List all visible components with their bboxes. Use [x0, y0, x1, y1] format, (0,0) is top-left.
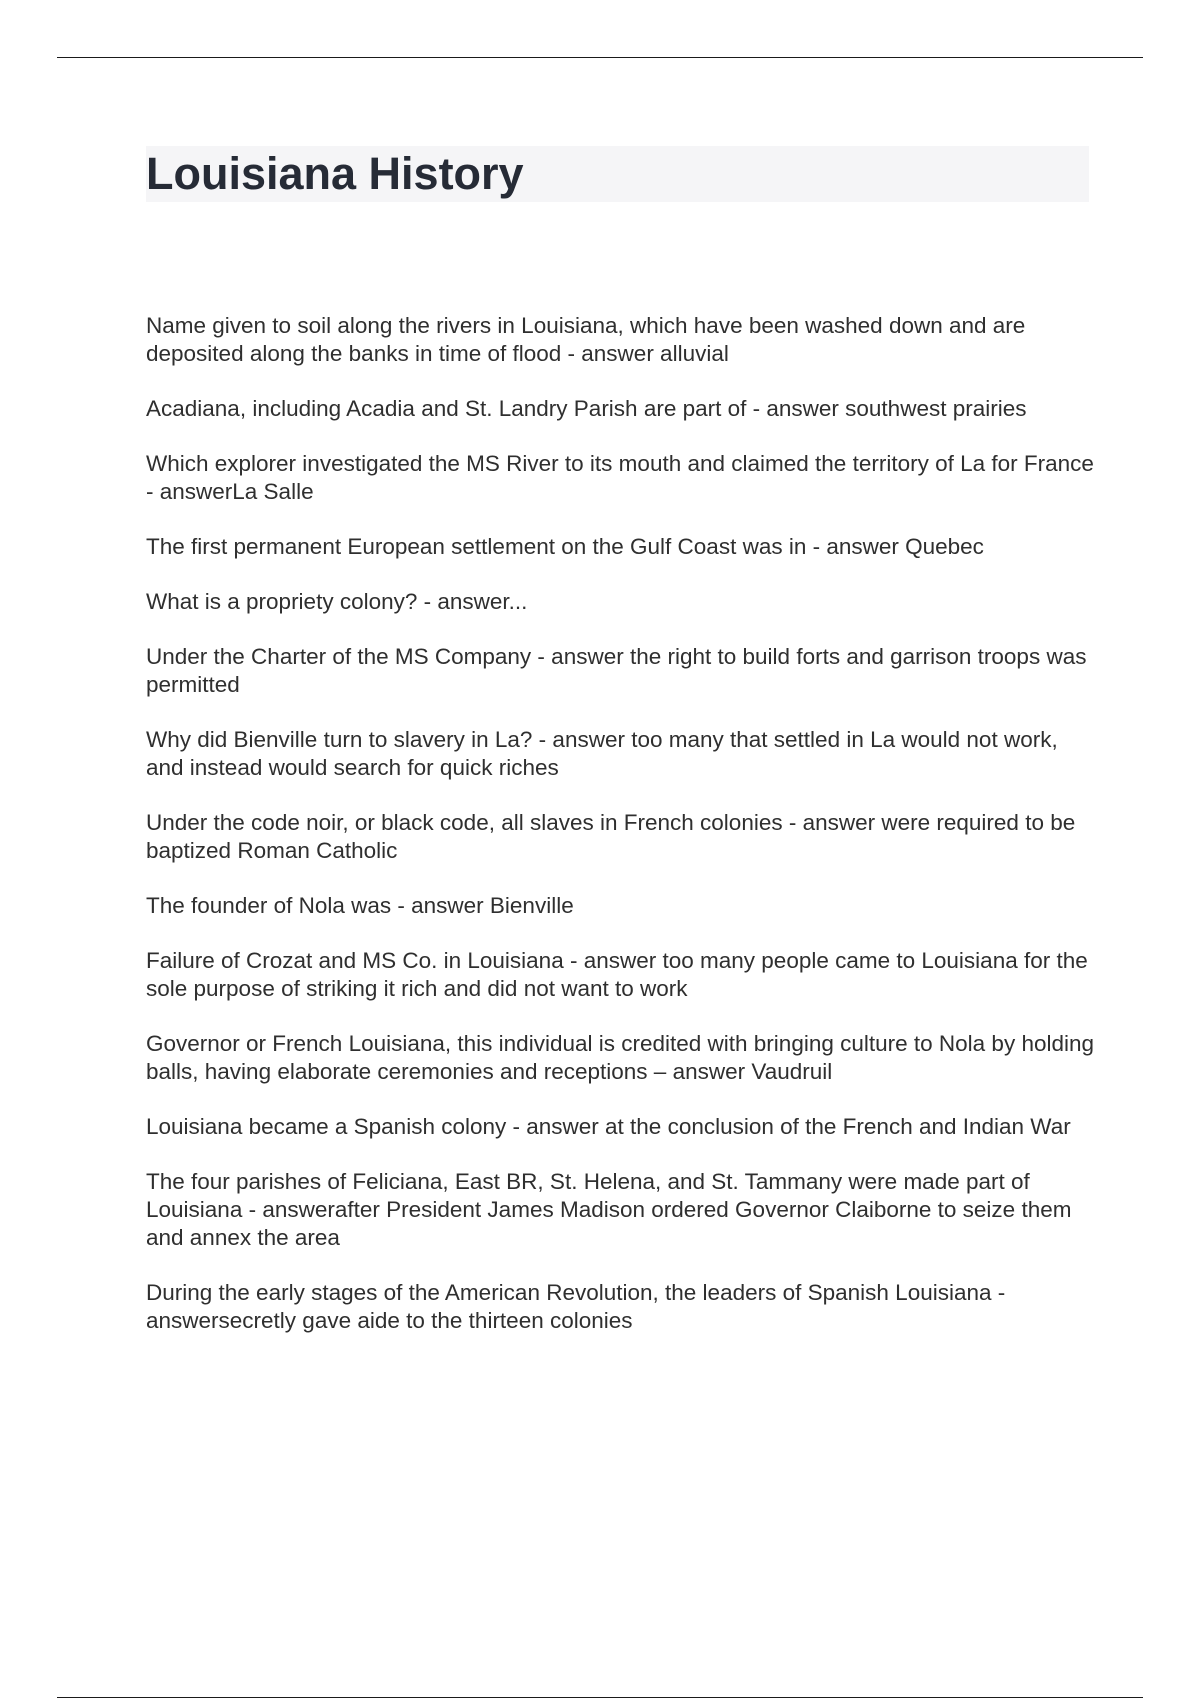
- qa-item: The first permanent European settlement on the Gulf Coast was in - answer Quebec: [146, 534, 984, 559]
- qa-item: The founder of Nola was - answer Bienville: [146, 893, 574, 918]
- qa-item: Louisiana became a Spanish colony - answer at the conclusion of the French and Indian War: [146, 1114, 1071, 1139]
- qa-item: What is a propriety colony? - answer...: [146, 589, 528, 614]
- qa-item: Acadiana, including Acadia and St. Landry Parish are part of - answer southwest prairies: [146, 396, 1027, 421]
- qa-item: Name given to soil along the rivers in Louisiana, which have been washed down and are deposited along the banks in time of flood - answer alluvial: [146, 313, 1026, 366]
- qa-item: Why did Bienville turn to slavery in La? - answer too many that settled in La would not work, and instead would search for quick riches: [146, 727, 1058, 780]
- qa-list: [146, 312, 1096, 1362]
- qa-item: The four parishes of Feliciana, East BR, St. Helena, and St. Tammany were made part of Louisiana - answerafter President James Madison ordered Governor Claiborne to seize them and annex the area: [146, 1169, 1072, 1250]
- qa-item: Failure of Crozat and MS Co. in Louisiana - answer too many people came to Louisiana for the sole purpose of striking it rich and did not want to work: [146, 948, 1088, 1001]
- qa-item: Under the code noir, or black code, all slaves in French colonies - answer were required to be baptized Roman Catholic: [146, 810, 1076, 863]
- top-divider: [57, 57, 1143, 58]
- qa-item: Under the Charter of the MS Company - answer the right to build forts and garrison troops was permitted: [146, 644, 1087, 697]
- bottom-divider: [57, 1697, 1143, 1698]
- qa-item: During the early stages of the American Revolution, the leaders of Spanish Louisiana - answersecretly gave aide to the thirteen colonies: [146, 1280, 1006, 1333]
- qa-item: Governor or French Louisiana, this individual is credited with bringing culture to Nola by holding balls, having elaborate ceremonies and receptions – answer Vaudruil: [146, 1031, 1095, 1084]
- page-title: Louisiana History: [146, 148, 524, 199]
- qa-item: Which explorer investigated the MS River to its mouth and claimed the territory of La for France - answerLa Salle: [146, 451, 1094, 504]
